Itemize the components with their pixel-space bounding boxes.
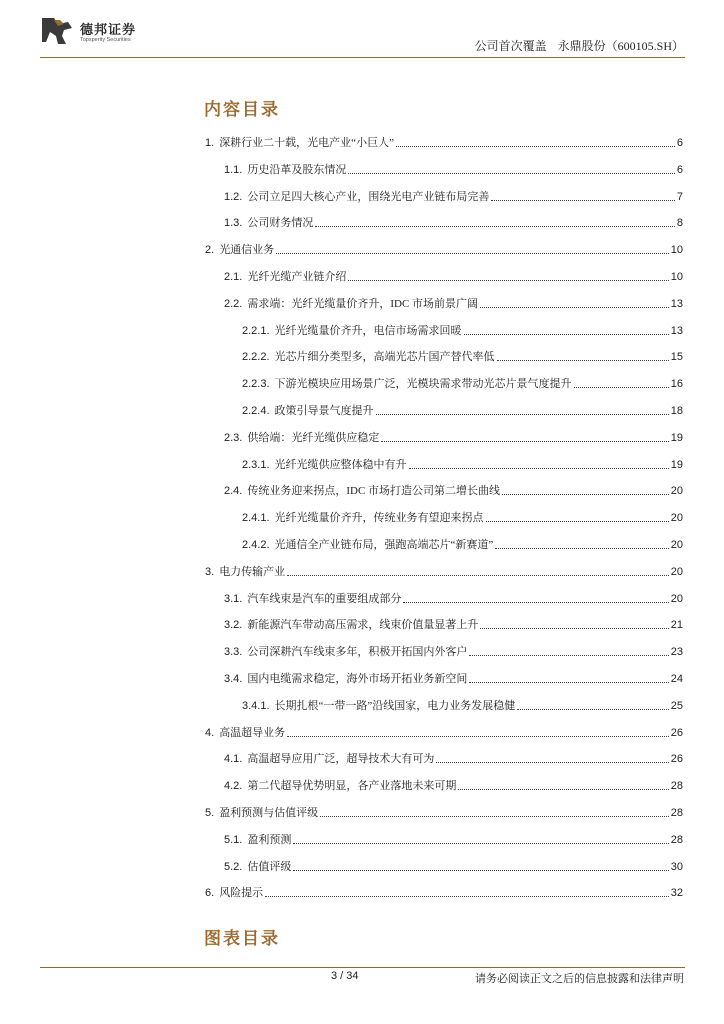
- toc-entry-title: 政策引导景气度提升: [274, 405, 374, 417]
- toc-entry[interactable]: [224, 590, 683, 606]
- toc-leader-dots: [409, 467, 669, 469]
- toc-entry[interactable]: [242, 322, 683, 338]
- toc-leader-dots: [396, 145, 675, 147]
- toc-entry-title: 公司深耕汽车线束多年，积极开拓国内外客户: [247, 646, 468, 659]
- toc-leader-dots: [381, 440, 668, 442]
- brand-logo: [40, 16, 150, 48]
- toc-entry[interactable]: [224, 750, 683, 766]
- toc-entry-page: 25: [670, 699, 683, 712]
- toc-entry[interactable]: [242, 509, 683, 525]
- logo-icon: [40, 16, 74, 46]
- toc-entry-number: 2.3.1.: [242, 458, 270, 471]
- toc-entry-title: 光芯片细分类型多，高端光芯片国产替代率低: [274, 351, 495, 364]
- toc-leader-dots: [276, 252, 669, 254]
- page-header: [0, 0, 724, 62]
- toc-entry-title: 光纤光缆量价齐升，传统业务有望迎来拐点: [274, 512, 484, 525]
- toc-leader-dots: [469, 681, 668, 683]
- toc-entry[interactable]: [205, 563, 683, 579]
- toc-entry-title: 长期扎根“一带一路”沿线国家，电力业务发展稳健: [274, 699, 516, 712]
- toc-leader-dots: [287, 574, 669, 576]
- toc-leader-dots: [497, 359, 669, 361]
- toc-entry[interactable]: [242, 348, 683, 364]
- toc-entry-title: 高温超导业务: [219, 726, 286, 739]
- toc-entry[interactable]: [224, 831, 683, 847]
- logo-english-name: Topsperity Securities: [80, 37, 131, 43]
- toc-entry[interactable]: [224, 268, 683, 284]
- toc-entry-title: 供给端：光纤光缆供应稳定: [247, 431, 380, 444]
- toc-entry-page: 15: [670, 351, 683, 364]
- toc-entry-number: 2.2.4.: [242, 405, 270, 417]
- toc-entry-page: 26: [670, 753, 683, 766]
- toc-entry-number: 3.: [205, 565, 215, 578]
- toc-entry-number: 3.1.: [224, 592, 243, 605]
- footer-divider: [40, 967, 685, 968]
- toc-entry-number: 1.3.: [224, 217, 243, 230]
- toc-entry-number: 2.2.1.: [242, 324, 270, 337]
- toc-entry-page: 10: [670, 244, 683, 257]
- toc-leader-dots: [315, 225, 675, 227]
- toc-entry-number: 3.2.: [224, 619, 243, 632]
- toc-entry[interactable]: [224, 858, 683, 874]
- page-number: 3 / 34: [331, 970, 359, 982]
- toc-entry[interactable]: [224, 777, 683, 793]
- toc-entry-number: 2.3.: [224, 431, 243, 444]
- toc-entry-page: 28: [670, 780, 683, 793]
- toc-entry-page: 7: [676, 190, 683, 203]
- toc-entry[interactable]: [242, 456, 683, 472]
- toc-entry-page: 24: [670, 673, 683, 685]
- toc-entry-title: 下游光模块应用场景广泛，光模块需求带动光芯片景气度提升: [274, 378, 572, 391]
- toc-entry[interactable]: [205, 724, 683, 740]
- toc-entry-number: 1.1.: [224, 163, 243, 176]
- toc-entry[interactable]: [242, 536, 683, 552]
- toc-entry-number: 3.3.: [224, 646, 243, 659]
- toc-entry-title: 第二代超导优势明显，各产业落地未来可期: [247, 780, 457, 793]
- toc-entry-page: 21: [670, 619, 683, 632]
- toc-leader-dots: [480, 627, 668, 629]
- toc-leader-dots: [348, 172, 675, 174]
- toc-leader-dots: [293, 869, 668, 871]
- company-name: 永鼎股份（600105.SH）: [557, 39, 684, 53]
- toc-entry[interactable]: [242, 402, 683, 418]
- toc-entry-page: 20: [670, 565, 683, 578]
- toc-entry-number: 3.4.1.: [242, 699, 270, 712]
- toc-entry-title: 公司财务情况: [247, 217, 314, 230]
- toc-leader-dots: [293, 842, 668, 844]
- toc-entry-page: 20: [670, 539, 683, 551]
- toc-entry[interactable]: [224, 643, 683, 659]
- toc-entry-page: 28: [670, 833, 683, 846]
- toc-entry-title: 光纤光缆产业链介绍: [247, 271, 347, 283]
- toc-leader-dots: [574, 386, 669, 388]
- toc-entry-page: 20: [670, 485, 683, 498]
- toc-entry-number: 1.2.: [224, 190, 243, 203]
- toc-leader-dots: [403, 601, 668, 603]
- toc-entry-page: 20: [670, 512, 683, 525]
- toc-entry-number: 3.4.: [224, 673, 243, 685]
- toc-entry-number: 4.2.: [224, 780, 243, 793]
- toc-entry-title: 国内电缆需求稳定，海外市场开拓业务新空间: [247, 673, 468, 685]
- toc-entry-number: 2.4.: [224, 485, 243, 498]
- toc-entry[interactable]: [224, 188, 683, 204]
- toc-entry-page: 20: [670, 592, 683, 605]
- toc-entry-page: 13: [670, 297, 683, 310]
- toc-entry-page: 13: [670, 324, 683, 337]
- toc-leader-dots: [436, 761, 668, 763]
- toc-entry-page: 28: [670, 807, 683, 819]
- toc-leader-dots: [464, 333, 669, 335]
- toc-leader-dots: [491, 199, 675, 201]
- toc-leader-dots: [320, 815, 669, 817]
- toc-entry[interactable]: [242, 697, 683, 713]
- toc-entry-title: 高温超导应用广泛，超导技术大有可为: [247, 753, 435, 766]
- toc-entry-title: 汽车线束是汽车的重要组成部分: [247, 592, 402, 605]
- toc-entry[interactable]: [224, 482, 683, 498]
- toc-entry-number: 1.: [205, 137, 215, 149]
- toc-entry[interactable]: [205, 134, 683, 150]
- toc-entry-page: 6: [676, 163, 683, 176]
- toc-entry-title: 公司立足四大核心产业，围绕光电产业链布局完善: [247, 190, 490, 203]
- toc-entry-title: 光通信全产业链布局，强跑高端芯片“新赛道”: [274, 539, 494, 551]
- toc-entry-title: 盈利预测与估值评级: [219, 807, 319, 819]
- figure-list-title: 图表目录: [204, 929, 280, 949]
- toc-entry[interactable]: [205, 884, 683, 900]
- toc-leader-dots: [469, 654, 668, 656]
- toc-entry-number: 5.1.: [224, 833, 243, 846]
- toc-entry-page: 30: [670, 860, 683, 873]
- toc-entry-title: 风险提示: [219, 887, 264, 900]
- toc-entry-title: 光纤光缆供应整体稳中有升: [274, 458, 407, 471]
- toc-entry-page: 8: [676, 217, 683, 230]
- toc-leader-dots: [502, 493, 669, 495]
- toc-leader-dots: [480, 306, 669, 308]
- report-info: [467, 37, 684, 54]
- toc-entry-title: 电力传输产业: [219, 565, 286, 578]
- toc-leader-dots: [458, 788, 668, 790]
- toc-entry-title: 深耕行业二十载，光电产业“小巨人”: [219, 137, 394, 149]
- toc-leader-dots: [348, 279, 668, 281]
- disclaimer: 请务必阅读正文之后的信息披露和法律声明: [475, 973, 684, 985]
- toc-entry-page: 6: [676, 137, 683, 149]
- toc-leader-dots: [376, 413, 669, 415]
- report-type: 公司首次覆盖: [474, 39, 547, 53]
- toc-entry-title: 历史沿革及股东情况: [247, 163, 347, 176]
- toc-entry-number: 2.2.3.: [242, 378, 270, 391]
- toc-leader-dots: [495, 547, 668, 549]
- toc-entry-title: 需求端：光纤光缆量价齐升，IDC 市场前景广阔: [247, 297, 479, 310]
- toc-entry-title: 盈利预测: [247, 833, 292, 846]
- toc-entry-page: 16: [670, 378, 683, 391]
- toc-entry-page: 23: [670, 646, 683, 659]
- toc-entry[interactable]: [205, 241, 683, 257]
- toc-entry-page: 19: [670, 458, 683, 471]
- toc-entry-title: 光通信业务: [219, 244, 275, 257]
- toc-entry-number: 2.1.: [224, 271, 243, 283]
- toc-entry-number: 5.: [205, 807, 215, 819]
- toc-entry[interactable]: [224, 214, 683, 230]
- toc-entry-page: 18: [670, 405, 683, 417]
- toc-entry-number: 2.2.2.: [242, 351, 270, 364]
- toc-entry[interactable]: [224, 670, 683, 686]
- toc-leader-dots: [265, 895, 669, 897]
- toc-entry-number: 4.: [205, 726, 215, 739]
- toc-entry-page: 32: [670, 887, 683, 900]
- toc-entry-page: 19: [670, 431, 683, 444]
- toc-entry[interactable]: [242, 375, 683, 391]
- toc-entry[interactable]: [224, 161, 683, 177]
- toc-entry[interactable]: [205, 804, 683, 820]
- toc-entry-page: 26: [670, 726, 683, 739]
- toc-entry-number: 6.: [205, 887, 215, 900]
- toc-entry[interactable]: [224, 616, 683, 632]
- toc-entry[interactable]: [224, 295, 683, 311]
- toc-entry-title: 传统业务迎来拐点，IDC 市场打造公司第二增长曲线: [247, 485, 501, 498]
- header-divider: [40, 57, 685, 58]
- toc-title: 内容目录: [204, 100, 280, 120]
- toc-leader-dots: [517, 708, 668, 710]
- toc-entry-page: 10: [670, 271, 683, 283]
- toc-entry-number: 2.: [205, 244, 215, 257]
- toc-entry-number: 2.2.: [224, 297, 243, 310]
- toc-entry-title: 新能源汽车带动高压需求，线束价值量显著上升: [247, 619, 479, 632]
- toc-entry-number: 5.2.: [224, 860, 243, 873]
- toc-entry-number: 2.4.2.: [242, 539, 270, 551]
- toc-entry-title: 光纤光缆量价齐升，电信市场需求回暖: [274, 324, 462, 337]
- toc-entry-title: 估值评级: [247, 860, 292, 873]
- logo-chinese-name: 德邦证券: [80, 23, 137, 38]
- toc-entry-number: 2.4.1.: [242, 512, 270, 525]
- toc-leader-dots: [486, 520, 669, 522]
- toc-entry-number: 4.1.: [224, 753, 243, 766]
- toc-leader-dots: [287, 735, 669, 737]
- toc-entry[interactable]: [224, 429, 683, 445]
